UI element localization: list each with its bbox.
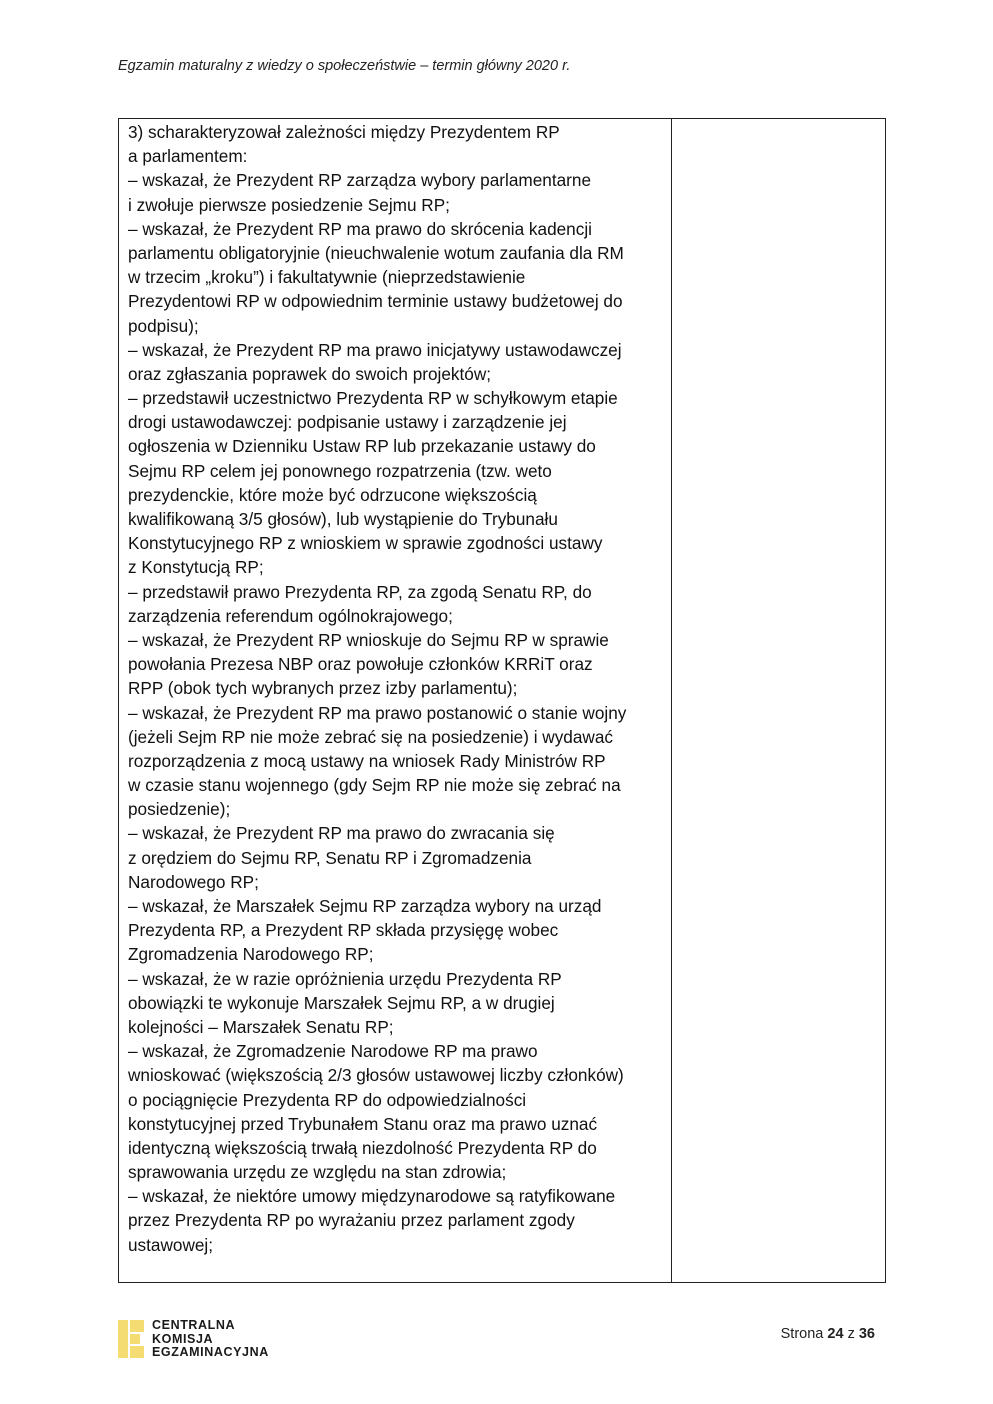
text-line: posiedzenie); xyxy=(128,799,231,820)
text-line: (jeżeli Sejm RP nie może zebrać się na posiedzenie) i wydawać xyxy=(128,726,613,747)
text-line: – wskazał, że Prezydent RP ma prawo inicjatywy ustawodawczej xyxy=(128,339,622,360)
text-line: – wskazał, że Prezydent RP zarządza wybory parlamentarne xyxy=(128,170,592,191)
text-line: – wskazał, że w razie opróżnienia urzędu Prezydenta RP xyxy=(128,968,562,989)
text-line: prezydenckie, które może być odrzucone większością xyxy=(128,484,537,505)
text-line: drogi ustawodawczej: podpisanie ustawy i zarządzenie jej xyxy=(128,412,567,433)
text-line: – wskazał, że Prezydent RP ma prawo do zwracania się xyxy=(128,823,555,844)
cke-logo-text xyxy=(152,1319,269,1360)
text-line: oraz zgłaszania poprawek do swoich projektów; xyxy=(128,363,492,384)
text-line: przez Prezydenta RP po wyrażaniu przez parlament zgody xyxy=(128,1210,575,1231)
content-cell xyxy=(119,119,672,1282)
page-header: Egzamin maturalny z wiedzy o społeczeństwie – termin główny 2020 r. xyxy=(118,58,571,74)
page-current: 24 xyxy=(827,1326,844,1342)
text-line: Prezydenta RP, a Prezydent RP składa przysięgę wobec xyxy=(128,920,559,941)
text-line: sprawowania urzędu ze względu na stan zdrowia; xyxy=(128,1162,507,1183)
text-line: Zgromadzenia Narodowego RP; xyxy=(128,944,374,965)
text-line: podpisu); xyxy=(128,315,199,336)
text-line: w czasie stanu wojennego (gdy Sejm RP nie może się zebrać na xyxy=(128,775,621,796)
logo-line-3: EGZAMINACYJNA xyxy=(152,1345,269,1359)
text-line: konstytucyjnej przed Trybunałem Stanu oraz ma prawo uznać xyxy=(128,1113,598,1134)
text-line: o pociągnięcie Prezydenta RP do odpowiedzialności xyxy=(128,1089,527,1110)
text-line: zarządzenia referendum ogólnokrajowego; xyxy=(128,605,453,626)
text-line: Narodowego RP; xyxy=(128,871,259,892)
text-line: a parlamentem: xyxy=(128,146,248,167)
logo-line-2: KOMISJA xyxy=(152,1331,214,1346)
text-line: Sejmu RP celem jej ponownego rozpatrzenia (tzw. weto xyxy=(128,460,552,481)
text-line: Prezydentowi RP w odpowiednim terminie ustawy budżetowej do xyxy=(128,291,623,312)
page-separator: z xyxy=(847,1326,855,1342)
text-line: – wskazał, że niektóre umowy międzynarodowe są ratyfikowane xyxy=(128,1186,616,1207)
text-line: obowiązki te wykonuje Marszałek Sejmu RP, a w drugiej xyxy=(128,992,555,1013)
text-line: – przedstawił prawo Prezydenta RP, za zgodą Senatu RP, do xyxy=(128,581,592,602)
text-line: rozporządzenia z mocą ustawy na wniosek Rady Ministrów RP xyxy=(128,750,606,771)
text-line: – wskazał, że Prezydent RP ma prawo postanowić o stanie wojny xyxy=(128,702,627,723)
text-line: z Konstytucją RP; xyxy=(128,557,264,578)
text-line: identyczną większością trwałą niezdolność Prezydenta RP do xyxy=(128,1137,597,1158)
page-number xyxy=(781,1326,875,1342)
text-line: w trzecim „kroku”) i fakultatywnie (nieprzedstawienie xyxy=(128,267,526,288)
empty-side-cell xyxy=(672,119,885,1282)
text-line: – wskazał, że Marszałek Sejmu RP zarządza wybory na urząd xyxy=(128,896,602,916)
cke-logo xyxy=(118,1319,269,1360)
text-line: – wskazał, że Prezydent RP ma prawo do skrócenia kadencji xyxy=(128,218,592,239)
text-line: ogłoszenia w Dzienniku Ustaw RP lub przekazanie ustawy do xyxy=(128,436,596,457)
text-line: – przedstawił uczestnictwo Prezydenta RP w schyłkowym etapie xyxy=(128,388,618,409)
text-line: i zwołuje pierwsze posiedzenie Sejmu RP; xyxy=(128,194,450,215)
text-line: parlamentu obligatoryjnie (nieuchwalenie wotum zaufania dla RM xyxy=(128,242,624,263)
text-line: powołania Prezesa NBP oraz powołuje członków KRRiT oraz xyxy=(128,654,593,675)
page-total: 36 xyxy=(858,1326,875,1342)
text-line: z orędziem do Sejmu RP, Senatu RP i Zgromadzenia xyxy=(128,847,532,868)
text-line: kolejności – Marszałek Senatu RP; xyxy=(128,1016,394,1037)
text-line: ustawowej; xyxy=(128,1234,214,1255)
text-line: – wskazał, że Zgromadzenie Narodowe RP ma prawo xyxy=(128,1041,538,1062)
text-line: wnioskować (większością 2/3 głosów ustawowej liczby członków) xyxy=(128,1065,624,1086)
cke-logo-icon xyxy=(118,1320,146,1358)
text-line: Konstytucyjnego RP z wnioskiem w sprawie zgodności ustawy xyxy=(128,533,603,554)
text-line: RPP (obok tych wybranych przez izby parlamentu); xyxy=(128,678,518,699)
logo-line-1: CENTRALNA xyxy=(152,1318,236,1332)
text-line: – wskazał, że Prezydent RP wnioskuje do Sejmu RP w sprawie xyxy=(128,629,609,650)
text-line: kwalifikowaną 3/5 głosów), lub wystąpienie do Trybunału xyxy=(128,509,558,529)
content-table xyxy=(118,118,886,1283)
page-prefix: Strona xyxy=(780,1326,824,1342)
text-line: 3) scharakteryzował zależności między Prezydentem RP xyxy=(128,122,560,142)
